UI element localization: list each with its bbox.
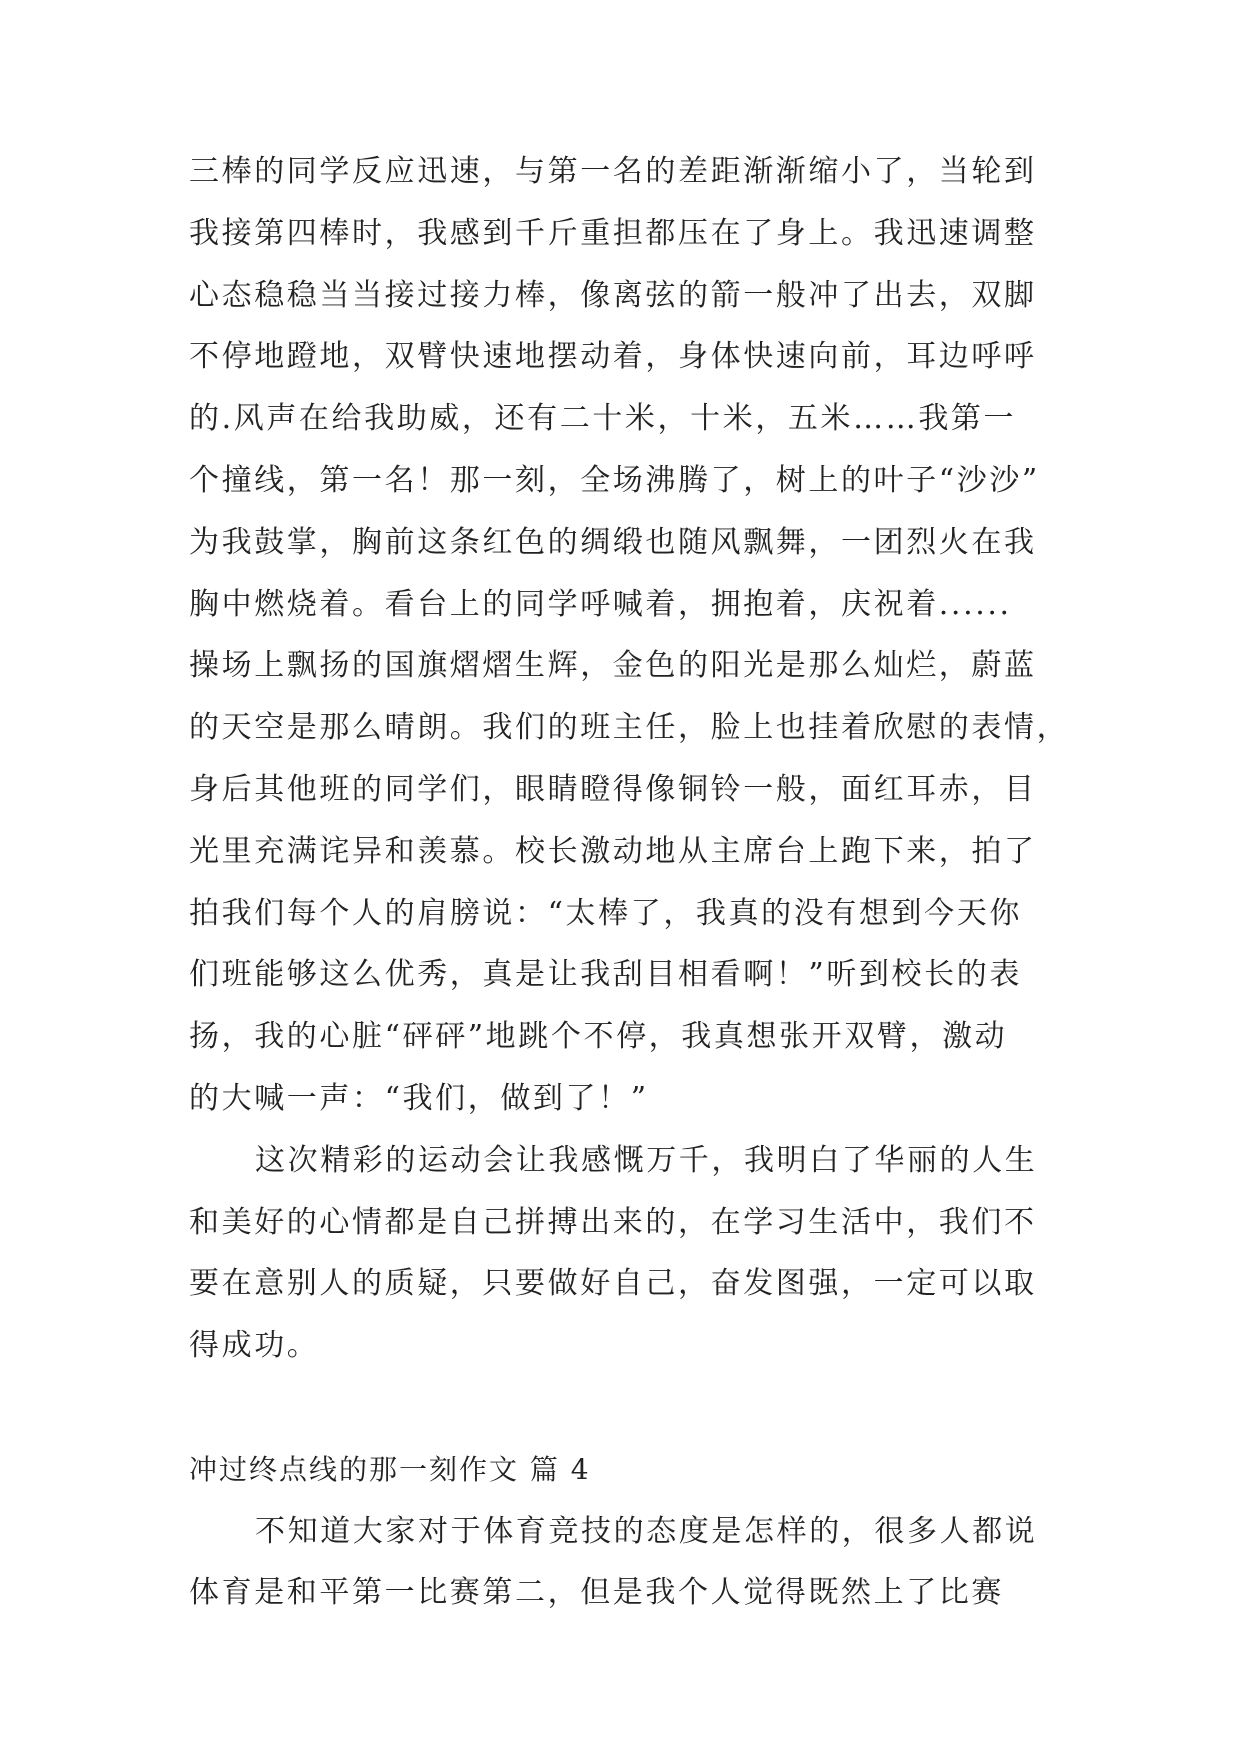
text-line: 这次精彩的运动会让我感慨万千，我明白了华丽的人生: [255, 1142, 1038, 1178]
text-line: 胸中燃烧着。看台上的同学呼喊着，拥抱着，庆祝着......: [189, 586, 1012, 622]
text-line: 的.风声在给我助威，还有二十米，十米，五米……我第一: [189, 401, 1017, 437]
text-line: 的天空是那么晴朗。我们的班主任，脸上也挂着欣慰的表情，: [189, 710, 1070, 746]
text-line: 扬，我的心脏“砰砰”地跳个不停，我真想张开双臂，激动: [189, 1019, 1008, 1055]
text-line: 得成功。: [189, 1328, 320, 1364]
text-line: 个撞线，第一名！那一刻，全场沸腾了，树上的叶子“沙沙”: [189, 462, 1040, 498]
paragraph-gap: [189, 1377, 1059, 1439]
text-line: 们班能够这么优秀，真是让我刮目相看啊！”听到校长的表: [189, 957, 1022, 993]
section-heading: 冲过终点线的那一刻作文 篇 4: [189, 1452, 591, 1486]
text-line: 要在意别人的质疑，只要做好自己，奋发图强，一定可以取: [189, 1266, 1037, 1302]
text-line: 身后其他班的同学们，眼睛瞪得像铜铃一般，面红耳赤，目: [189, 771, 1037, 807]
paragraph-1: [189, 141, 1070, 1130]
text-line: 和美好的心情都是自己拼搏出来的，在学习生活中，我们不: [189, 1204, 1037, 1240]
text-line: 三棒的同学反应迅速，与第一名的差距渐渐缩小了，当轮到: [189, 154, 1037, 189]
text-line: 不停地蹬地，双臂快速地摆动着，身体快速向前，耳边呼呼: [189, 339, 1037, 375]
text-line: 不知道大家对于体育竞技的态度是怎样的，很多人都说: [255, 1513, 1038, 1549]
text-line: 为我鼓掌，胸前这条红色的绸缎也随风飘舞，一团烈火在我: [189, 524, 1037, 560]
document-page: [189, 141, 1070, 1624]
paragraph-2: [189, 1130, 1059, 1377]
paragraph-3: [189, 1501, 1059, 1625]
text-line: 的大喊一声：“我们，做到了！”: [189, 1080, 649, 1116]
text-line: 操场上飘扬的国旗熠熠生辉，金色的阳光是那么灿烂，蔚蓝: [189, 648, 1037, 684]
text-line: 心态稳稳当当接过接力棒，像离弦的箭一般冲了出去，双脚: [189, 277, 1037, 313]
text-line: 我接第四棒时，我感到千斤重担都压在了身上。我迅速调整: [189, 215, 1037, 251]
text-line: 拍我们每个人的肩膀说：“太棒了，我真的没有想到今天你: [189, 895, 1022, 931]
text-line: 体育是和平第一比赛第二，但是我个人觉得既然上了比赛: [189, 1575, 1004, 1611]
text-line: 光里充满诧异和羡慕。校长激动地从主席台上跑下来，拍了: [189, 833, 1037, 869]
